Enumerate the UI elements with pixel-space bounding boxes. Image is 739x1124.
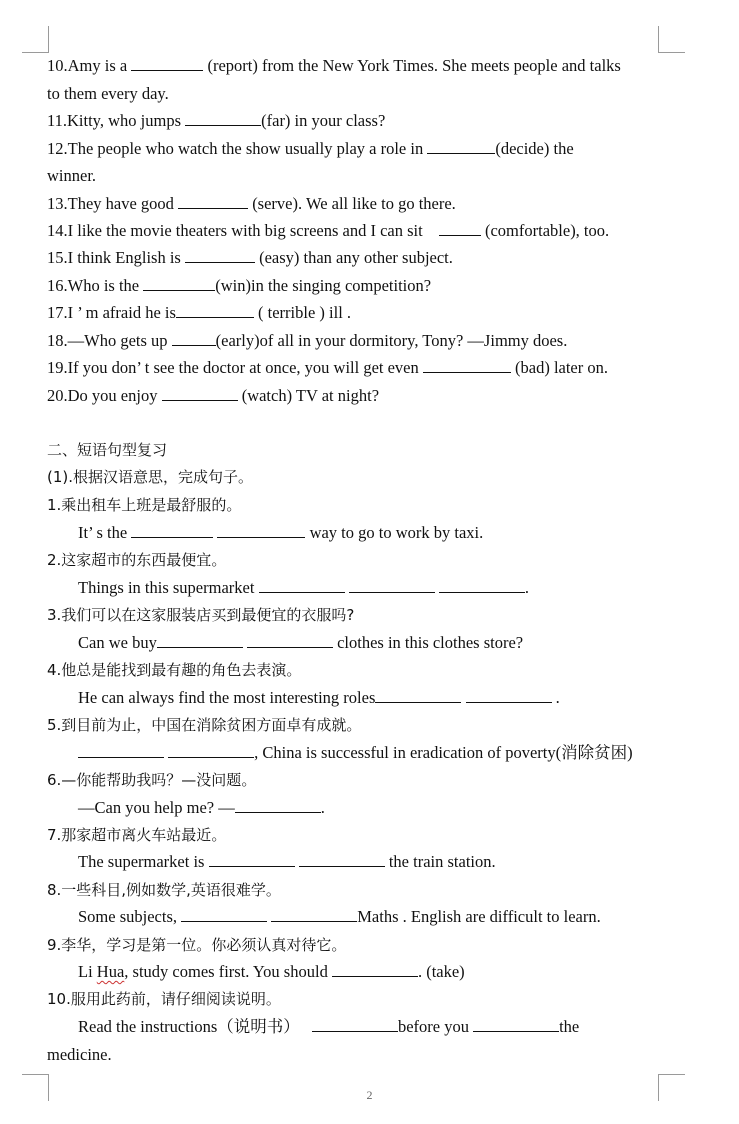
- phrase-8-english: Some subjects, Maths . English are difficult to learn.: [78, 907, 601, 926]
- answer-blank[interactable]: [172, 331, 216, 346]
- phrase-1-chinese: 1.乘出租车上班是最舒服的。: [47, 496, 242, 514]
- answer-blank[interactable]: [439, 578, 525, 593]
- answer-blank[interactable]: [181, 907, 267, 922]
- question-16: 16.Who is the (win)in the singing competition?: [47, 276, 432, 295]
- answer-blank[interactable]: [466, 688, 552, 703]
- crop-mark-top-right: [658, 26, 685, 53]
- phrase-10-chinese: 10.服用此药前，请仔细阅读说明。: [47, 990, 281, 1008]
- phrase-10-continued: medicine.: [47, 1045, 112, 1064]
- phrase-7-chinese: 7.那家超市离火车站最近。: [47, 826, 227, 844]
- phrase-5-english: , China is successful in eradication of poverty(消除贫困): [78, 743, 633, 763]
- question-12: 12.The people who watch the show usually play a role in (decide) the: [47, 139, 574, 158]
- question-10-continued: to them every day.: [47, 84, 169, 103]
- answer-blank[interactable]: [332, 962, 418, 977]
- question-10: 10.Amy is a (report) from the New York Times. She meets people and talks: [47, 56, 621, 75]
- question-11: 11.Kitty, who jumps (far) in your class?: [47, 111, 386, 130]
- answer-blank[interactable]: [439, 221, 481, 236]
- question-17: 17.I ’ m afraid he is ( terrible ) ill .: [47, 303, 352, 322]
- phrase-7-english: The supermarket is the train station.: [78, 852, 496, 871]
- phrase-9-english: Li Hua, study comes first. You should . (take): [78, 962, 465, 981]
- answer-blank[interactable]: [78, 743, 164, 758]
- answer-blank[interactable]: [168, 743, 254, 758]
- phrase-2-english: Things in this supermarket .: [78, 578, 529, 597]
- answer-blank[interactable]: [375, 688, 461, 703]
- phrase-3-chinese: 3.我们可以在这家服装店买到最便宜的衣服吗?: [47, 606, 355, 624]
- question-15: 15.I think English is (easy) than any other subject.: [47, 248, 453, 267]
- answer-blank[interactable]: [217, 523, 305, 538]
- answer-blank[interactable]: [423, 358, 511, 373]
- answer-blank[interactable]: [427, 139, 495, 154]
- phrase-10-english: Read the instructions（说明书） before you the: [78, 1017, 580, 1036]
- phrase-2-chinese: 2.这家超市的东西最便宜。: [47, 551, 227, 569]
- phrase-9-chinese: 9.李华，学习是第一位。你必须认真对待它。: [47, 936, 347, 954]
- phrase-6-english: —Can you help me? — .: [78, 798, 325, 817]
- question-20: 20.Do you enjoy (watch) TV at night?: [47, 386, 380, 405]
- answer-blank[interactable]: [143, 276, 215, 291]
- section-heading: 二、短语句型复习: [47, 441, 168, 459]
- phrase-4-english: He can always find the most interesting roles .: [78, 688, 560, 707]
- answer-blank[interactable]: [235, 798, 321, 813]
- question-19: 19.If you don’ t see the doctor at once, you will get even (bad) later on.: [47, 358, 608, 377]
- section-subheading: (1).根据汉语意思，完成句子。: [47, 468, 254, 486]
- answer-blank[interactable]: [185, 111, 261, 126]
- answer-blank[interactable]: [209, 852, 295, 867]
- crop-mark-top-left: [22, 26, 49, 53]
- phrase-1-english: It’ s the way to go to work by taxi.: [78, 523, 484, 542]
- phrase-8-chinese: 8.一些科目,例如数学,英语很难学。: [47, 881, 281, 899]
- question-13: 13.They have good (serve). We all like to go there.: [47, 194, 456, 213]
- spellcheck-underline: Hua: [96, 962, 125, 981]
- page-number: 2: [366, 1088, 373, 1102]
- answer-blank[interactable]: [247, 633, 333, 648]
- answer-blank[interactable]: [157, 633, 243, 648]
- question-18: 18.—Who gets up (early)of all in your dormitory, Tony? —Jimmy does.: [47, 331, 568, 350]
- phrase-5-chinese: 5.到目前为止，中国在消除贫困方面卓有成就。: [47, 716, 362, 734]
- answer-blank[interactable]: [162, 386, 238, 401]
- answer-blank[interactable]: [312, 1017, 398, 1032]
- phrase-6-chinese: 6.—你能帮助我吗？—没问题。: [47, 771, 257, 789]
- phrase-3-english: Can we buy clothes in this clothes store?: [78, 633, 524, 652]
- answer-blank[interactable]: [473, 1017, 559, 1032]
- answer-blank[interactable]: [349, 578, 435, 593]
- answer-blank[interactable]: [259, 578, 345, 593]
- question-14: 14.I like the movie theaters with big screens and I can sit (comfortable), too.: [47, 221, 610, 240]
- answer-blank[interactable]: [131, 56, 203, 71]
- question-12-continued: winner.: [47, 166, 97, 185]
- answer-blank[interactable]: [299, 852, 385, 867]
- answer-blank[interactable]: [131, 523, 213, 538]
- phrase-4-chinese: 4.他总是能找到最有趣的角色去表演。: [47, 661, 302, 679]
- answer-blank[interactable]: [271, 907, 357, 922]
- answer-blank[interactable]: [185, 248, 255, 263]
- answer-blank[interactable]: [176, 303, 254, 318]
- answer-blank[interactable]: [178, 194, 248, 209]
